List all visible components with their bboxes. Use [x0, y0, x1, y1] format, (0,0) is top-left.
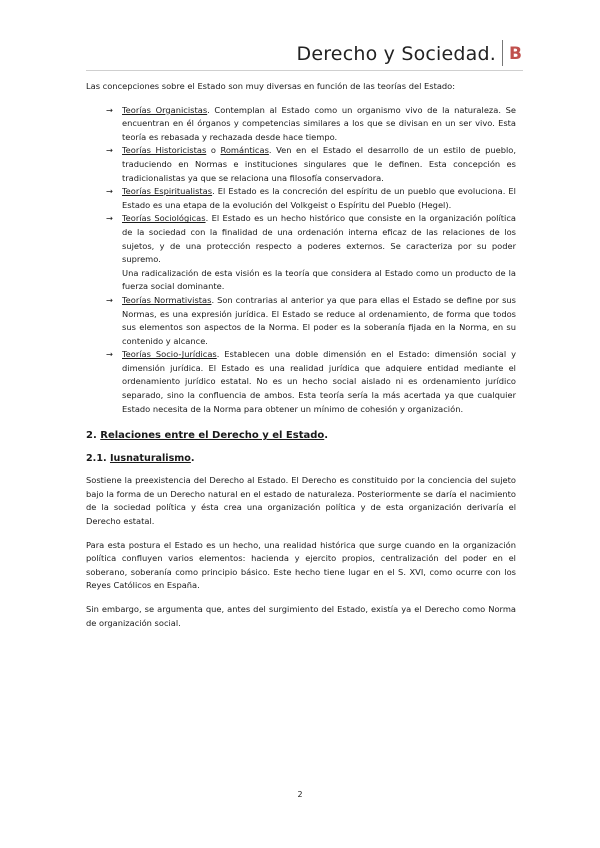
header-title: Derecho y Sociedad. — [296, 43, 497, 65]
subsection-number: 2.1. — [86, 453, 107, 465]
section-number: 2. — [86, 430, 97, 442]
arrow-icon: → — [106, 294, 113, 305]
theory-text: . Ven en el Estado el desarrollo de un estilo de pueblo, traduciendo en Normas e instituciones singulares que le definen. Esta concepción es tradicionalistas ya que se relaciona una filosofía conservadora. — [122, 145, 516, 183]
list-item — [106, 294, 516, 348]
theory-text: . Contemplan al Estado como un organismo vivo de la naturaleza. Se encuentran en él órganos y competencias similares a los que se divisan en un ser vivo. Esta teoría es rebasada y rechazada desde hace tiempo. — [122, 104, 516, 142]
section-heading-2 — [86, 430, 516, 441]
arrow-icon: → — [106, 145, 113, 156]
list-item — [106, 144, 516, 185]
list-item — [106, 185, 516, 212]
arrow-icon: → — [106, 104, 113, 115]
arrow-icon: → — [106, 213, 113, 224]
theory-term: Teorías Historicistas — [122, 145, 207, 156]
page-header — [296, 38, 522, 66]
page-content — [86, 80, 516, 640]
section-heading-2-1 — [86, 453, 516, 464]
theory-text: . El Estado es un hecho histórico que consiste en la organización política de la sociedad con la finalidad de una ordenación interna eficaz de las relaciones de los sujetos, y de una protección respecto a poderes externos. Se caracteriza por su poder supremo. — [122, 213, 516, 265]
theory-connector: o — [206, 145, 221, 156]
theory-text: . Son contrarias al anterior ya que para ellas el Estado se define por sus Normas, es una expresión jurídica. El Estado se reduce al ordenamiento, de forma que todos sus elementos son aspectos de la Norma. El poder es la soberanía fijada en la Norma, en su contenido y alcance. — [122, 294, 516, 346]
body-paragraph: Sin embargo, se argumenta que, antes del surgimiento del Estado, existía ya el Derecho como Norma de organización social. — [86, 604, 516, 628]
header-separator — [502, 40, 503, 66]
subsection-title: Iusnaturalismo — [109, 453, 191, 465]
arrow-icon: → — [106, 186, 113, 197]
body-paragraph: Sostiene la preexistencia del Derecho al Estado. El Derecho es constituido por la conciencia del sujeto bajo la forma de un Derecho natural en el estado de naturaleza. Posteriormente se daría el nacimiento de la sociedad política y ésta crea una organización política y de esta organización derivaría el Derecho estatal. — [86, 475, 516, 527]
list-item — [106, 104, 516, 145]
theory-term: Teorías Socio-Jurídicas — [122, 349, 217, 360]
section-title: Relaciones entre el Derecho y el Estado — [100, 430, 325, 442]
section-trail: . — [324, 430, 329, 442]
list-item — [106, 212, 516, 294]
theory-term: Teorías Sociológicas — [122, 213, 206, 224]
theory-extra-text: Una radicalización de esta visión es la teoría que considera al Estado como un producto de la fuerza social dominante. — [122, 267, 516, 292]
theory-term: Teorías Normativistas — [122, 294, 212, 305]
subsection-trail: . — [190, 453, 195, 465]
theory-term: Teorías Espiritualistas — [122, 186, 213, 197]
theory-text: . Establecen una doble dimensión en el Estado: dimensión social y dimensión jurídica. El Estado es una realidad jurídica que adquiere entidad mediante el ordenamiento jurídico estatal. No es un hecho social aislado ni es ordenamiento jurídico separado, sino la confluencia de ambos. Esta teoría sería la más acertada ya que cualquier Estado necesita de la Norma para obtener un mínimo de cohesión y organización. — [122, 349, 516, 414]
theories-list — [106, 104, 516, 417]
intro-paragraph: Las concepciones sobre el Estado son muy diversas en función de las teorías del Estado: — [86, 81, 456, 91]
theory-text: . El Estado es la concreción del espíritu de un pueblo que evoluciona. El Estado es una etapa de la evolución del Volkgeist o Espíritu del Pueblo (Hegel). — [122, 186, 516, 210]
theory-term: Teorías Organicistas — [122, 104, 208, 115]
page-number: 2 — [297, 790, 303, 799]
theory-term-secondary: Románticas — [220, 145, 269, 156]
body-paragraph: Para esta postura el Estado es un hecho, una realidad histórica que surge cuando en la organización política confluyen varios elementos: hacienda y ejercito propios, centralización del poder en el soberano, soberanía como principio básico. Este hecho tiene lugar en el S. XVI, como ocurre con los Reyes Católicos en España. — [86, 539, 516, 591]
header-rule — [86, 70, 523, 71]
list-item — [106, 348, 516, 416]
arrow-icon: → — [106, 349, 113, 360]
header-badge: B — [509, 44, 522, 64]
